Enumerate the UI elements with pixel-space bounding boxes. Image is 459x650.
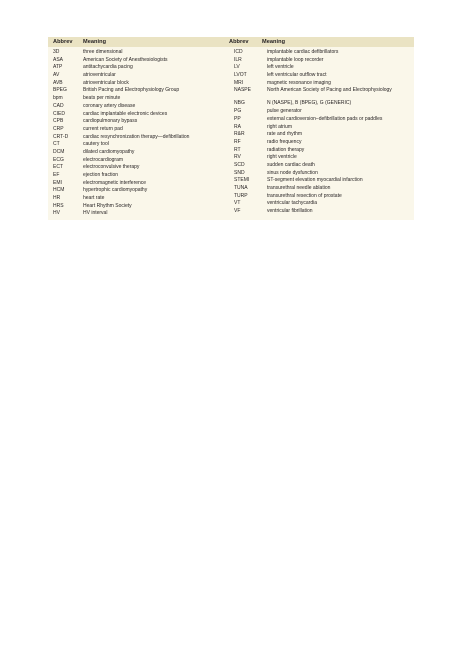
- meaning-cell: cardiac implantable electronic devices: [83, 110, 168, 117]
- meaning-cell: American Society of Anesthesiologists: [83, 56, 168, 63]
- meaning-cell: HV interval: [83, 210, 108, 217]
- abbreviation-cell: MRI: [234, 79, 244, 86]
- table-row: [229, 108, 414, 116]
- meaning-cell: antitachycardia pacing: [83, 64, 133, 71]
- abbreviation-cell: CIED: [53, 110, 65, 117]
- table-header: [48, 37, 414, 47]
- abbreviation-cell: EF: [53, 172, 60, 178]
- abbreviation-cell: ECG: [53, 156, 64, 163]
- table-row: [48, 57, 229, 65]
- table-row: [229, 72, 414, 80]
- table-row: [48, 87, 229, 95]
- abbreviation-cell: HR: [53, 195, 61, 202]
- meaning-cell: left ventricular outflow tract: [267, 72, 327, 79]
- abbreviation-cell: HCM: [53, 187, 65, 194]
- meaning-cell: left ventricle: [267, 64, 294, 71]
- abbreviation-cell: HRS: [53, 202, 64, 209]
- abbreviation-cell: ICD: [234, 49, 243, 55]
- table-row: [48, 157, 229, 165]
- meaning-cell: electrocardiogram: [83, 156, 124, 163]
- table-row: [48, 95, 229, 103]
- abbreviation-cell: NASPE: [234, 87, 251, 94]
- table-row: [48, 187, 229, 195]
- table-row: [229, 64, 414, 72]
- abbreviation-cell: RT: [234, 146, 241, 153]
- table-row: [48, 203, 229, 211]
- abbreviation-cell: CRT-D: [53, 133, 69, 140]
- header-abbrev-left: Abbrev: [53, 39, 73, 45]
- abbreviation-cell: CRP: [53, 125, 64, 132]
- table-row: [48, 149, 229, 157]
- abbreviation-cell: RF: [234, 138, 241, 145]
- meaning-cell: ST-segment elevation myocardial infarction: [267, 177, 363, 184]
- table-row: [229, 193, 414, 201]
- abbreviation-cell: R&R: [234, 131, 245, 138]
- abbreviation-cell: ASA: [53, 56, 64, 63]
- table-row: [48, 164, 229, 172]
- header-meaning-left: Meaning: [83, 39, 107, 45]
- table-row: [48, 103, 229, 111]
- meaning-cell: electromagnetic interference: [83, 179, 147, 186]
- meaning-cell: cardiopulmonary bypass: [83, 118, 138, 125]
- table-row: [229, 124, 414, 132]
- meaning-cell: pulse generator: [267, 108, 302, 115]
- table-row: [48, 134, 229, 142]
- meaning-cell: radio frequency: [267, 138, 302, 145]
- meaning-cell: current return pad: [83, 125, 123, 132]
- table-row: [48, 80, 229, 88]
- abbreviation-cell: SND: [234, 169, 245, 176]
- meaning-cell: coronary artery disease: [83, 102, 136, 109]
- abbreviation-cell: LVOT: [234, 72, 247, 79]
- meaning-cell: cardiac resynchronization therapy—defibrillation: [83, 133, 190, 140]
- abbreviation-cell: RV: [234, 154, 241, 161]
- table-row: [48, 111, 229, 119]
- table-row: [48, 141, 229, 149]
- abbreviation-cell: 3D: [53, 49, 60, 55]
- table-row: [48, 180, 229, 188]
- table-row: [48, 195, 229, 203]
- abbreviation-cell: RA: [234, 123, 241, 130]
- meaning-cell: heart rate: [83, 195, 105, 202]
- meaning-cell: cautery tool: [83, 141, 109, 148]
- meaning-cell: transurethral resection of prostate: [267, 192, 342, 199]
- meaning-cell: transurethral needle ablation: [267, 185, 331, 191]
- abbreviation-cell: ATP: [53, 64, 63, 71]
- meaning-cell: British Pacing and Electrophysiology Group: [83, 87, 180, 94]
- abbreviation-cell: CPB: [53, 118, 64, 125]
- abbreviation-cell: PG: [234, 108, 242, 115]
- right-column: [229, 49, 414, 218]
- meaning-cell: three dimensional: [83, 49, 123, 55]
- abbreviation-cell: VF: [234, 208, 241, 215]
- abbreviation-cell: CAD: [53, 102, 64, 109]
- abbreviation-cell: STEMI: [234, 177, 250, 184]
- table-row: [229, 185, 414, 193]
- abbreviation-cell: NBG: [234, 100, 245, 107]
- table-row: [229, 116, 414, 124]
- table-row: [48, 72, 229, 80]
- abbreviation-cell: TUNA: [234, 185, 248, 191]
- table-row: [48, 118, 229, 126]
- table-row: [229, 200, 414, 208]
- meaning-cell: hypertrophic cardiomyopathy: [83, 187, 148, 194]
- abbreviation-cell: PP: [234, 115, 241, 122]
- table-row: [229, 177, 414, 185]
- table-row: [229, 208, 414, 216]
- table-row: [229, 170, 414, 178]
- abbreviation-cell: AVB: [53, 79, 63, 86]
- table-row: [229, 154, 414, 162]
- abbreviation-cell: ECT: [53, 164, 63, 171]
- meaning-cell: magnetic resonance imaging: [267, 79, 331, 86]
- table-row: [229, 147, 414, 155]
- meaning-cell: North American Society of Pacing and Electrophysiology: [267, 87, 392, 94]
- table-row: [229, 139, 414, 147]
- abbreviation-cell: EMI: [53, 179, 62, 186]
- meaning-cell: ventricular fibrillation: [267, 208, 313, 215]
- meaning-cell: dilated cardiomyopathy: [83, 148, 135, 155]
- abbreviation-cell: HV: [53, 210, 60, 217]
- table-row: [229, 57, 414, 65]
- table-row: [229, 162, 414, 170]
- meaning-cell: atrioventricular: [83, 72, 116, 79]
- meaning-cell: external cardioversion–defibrillation pads or paddles: [267, 115, 383, 122]
- abbreviation-cell: CT: [53, 141, 60, 148]
- header-abbrev-right: Abbrev: [229, 39, 249, 45]
- meaning-cell: rate and rhythm: [267, 131, 303, 138]
- abbreviation-cell: bpm: [53, 95, 63, 102]
- meaning-cell: ventricular tachycardia: [267, 200, 318, 207]
- table-row: [229, 131, 414, 139]
- meaning-cell: electroconvulsive therapy: [83, 164, 140, 171]
- meaning-cell: right ventricle: [267, 154, 297, 161]
- table-row: [48, 49, 229, 57]
- table-row: [48, 172, 229, 180]
- meaning-cell: Heart Rhythm Society: [83, 202, 132, 209]
- meaning-cell: radiation therapy: [267, 146, 305, 153]
- table-row: [48, 210, 229, 218]
- table-row: [229, 100, 414, 108]
- abbreviation-cell: DCM: [53, 148, 65, 155]
- meaning-cell: sudden cardiac death: [267, 161, 315, 168]
- meaning-cell: implantable cardiac defibrillators: [267, 49, 339, 55]
- meaning-cell: N (NASPE), B (BPEG), G (GENERIC): [267, 100, 352, 107]
- abbreviation-cell: ILR: [234, 56, 242, 63]
- meaning-cell: implantable loop recorder: [267, 56, 324, 63]
- table-row: [229, 80, 414, 88]
- table-body: [48, 47, 414, 220]
- abbreviation-cell: BPEG: [53, 87, 67, 94]
- meaning-cell: sinus node dysfunction: [267, 169, 318, 176]
- meaning-cell: atrioventricular block: [83, 79, 129, 86]
- left-column: [48, 49, 229, 218]
- abbreviation-cell: TURP: [234, 192, 248, 199]
- abbreviation-cell: SCD: [234, 161, 245, 168]
- abbreviation-table: [48, 37, 414, 220]
- abbreviation-cell: VT: [234, 200, 241, 207]
- meaning-cell: beats per minute: [83, 95, 121, 102]
- table-row: [48, 64, 229, 72]
- abbreviation-cell: AV: [53, 72, 60, 79]
- table-row: [48, 126, 229, 134]
- abbreviation-cell: LV: [234, 64, 240, 71]
- table-row: [229, 87, 414, 100]
- meaning-cell: ejection fraction: [83, 172, 119, 178]
- header-meaning-right: Meaning: [262, 39, 286, 45]
- meaning-cell: right atrium: [267, 123, 293, 130]
- table-row: [229, 49, 414, 57]
